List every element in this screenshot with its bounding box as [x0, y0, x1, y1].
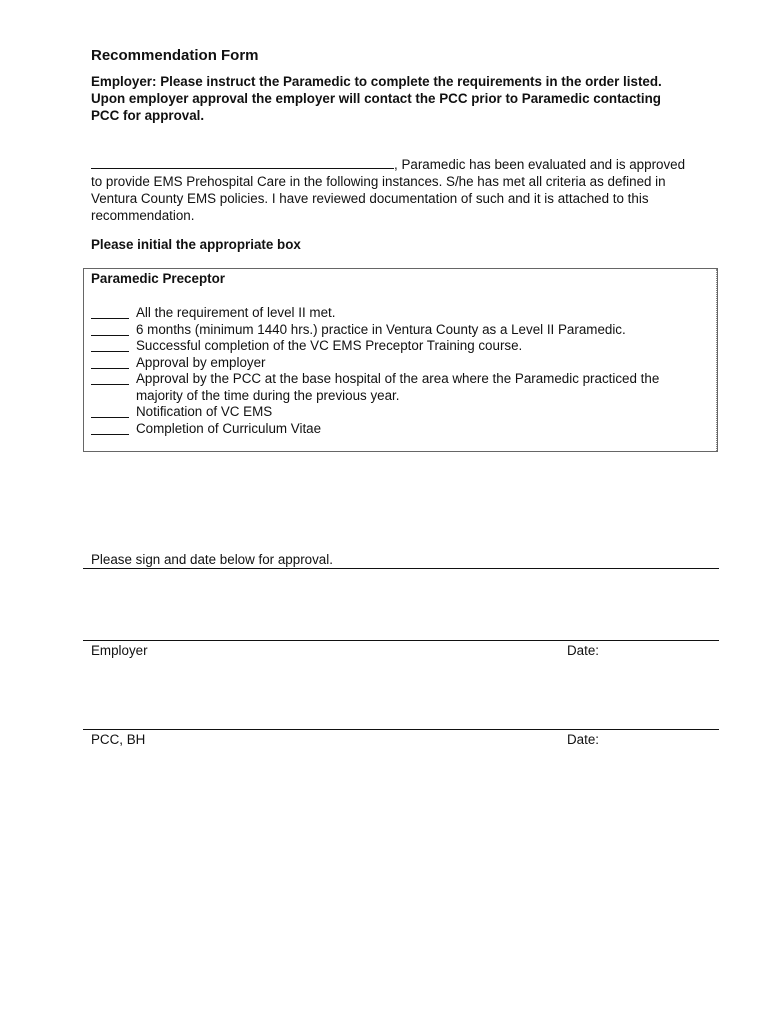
list-item: [91, 421, 691, 438]
initial-blank[interactable]: [91, 404, 129, 418]
list-item: [91, 404, 691, 421]
employer-date-label: Date:: [567, 643, 600, 658]
pcc-signature-line[interactable]: [83, 729, 719, 730]
paramedic-preceptor-box: [83, 268, 718, 452]
employer-instructions: Employer: Please instruct the Paramedic to complete the requirements in the order listed. Upon employer approval the employer will contact the PCC prior to Paramedic contacting PCC for approval.: [91, 74, 662, 123]
initial-blank[interactable]: [91, 338, 129, 352]
paramedic-name-blank[interactable]: [91, 155, 394, 169]
pcc-date-label: Date:: [567, 732, 600, 747]
initial-blank[interactable]: [91, 305, 129, 319]
initial-blank[interactable]: [91, 371, 129, 385]
form-title: Recommendation Form: [91, 47, 259, 64]
initial-instructions-heading: Please initial the appropriate box: [91, 237, 301, 252]
requirements-list: [91, 305, 691, 437]
list-item: [91, 338, 691, 355]
approval-statement: [91, 155, 691, 224]
list-item: [91, 371, 691, 404]
requirement-text: All the requirement of level II met.: [136, 305, 336, 320]
requirement-text: Successful completion of the VC EMS Preceptor Training course.: [136, 338, 523, 353]
list-item: [91, 322, 691, 339]
list-item: [91, 305, 691, 322]
requirement-text: Approval by employer: [136, 354, 266, 370]
requirement-text: 6 months (minimum 1440 hrs.) practice in Ventura County as a Level II Paramedic.: [136, 321, 626, 337]
divider-line: [83, 568, 719, 569]
list-item: [91, 355, 691, 372]
employer-signature-line[interactable]: [83, 640, 719, 641]
initial-blank[interactable]: [91, 355, 129, 369]
sign-date-prompt: Please sign and date below for approval.: [91, 552, 333, 567]
requirement-text: Approval by the PCC at the base hospital of the area where the Paramedic practiced the majority of the time during the previous year.: [136, 371, 660, 403]
preceptor-box-heading: Paramedic Preceptor: [91, 271, 225, 286]
pcc-signature-label: PCC, BH: [91, 732, 146, 747]
initial-blank[interactable]: [91, 322, 129, 336]
initial-blank[interactable]: [91, 421, 129, 435]
requirement-text: Notification of VC EMS: [136, 404, 273, 419]
requirement-text: Completion of Curriculum Vitae: [136, 420, 322, 436]
approval-statement-text: , Paramedic has been evaluated and is approved to provide EMS Prehospital Care in the following instances. S/he has met all criteria as defined in Ventura County EMS policies. I have reviewed documentation of such and it is attached to this recommendation.: [91, 157, 686, 223]
employer-signature-label: Employer: [91, 643, 148, 658]
